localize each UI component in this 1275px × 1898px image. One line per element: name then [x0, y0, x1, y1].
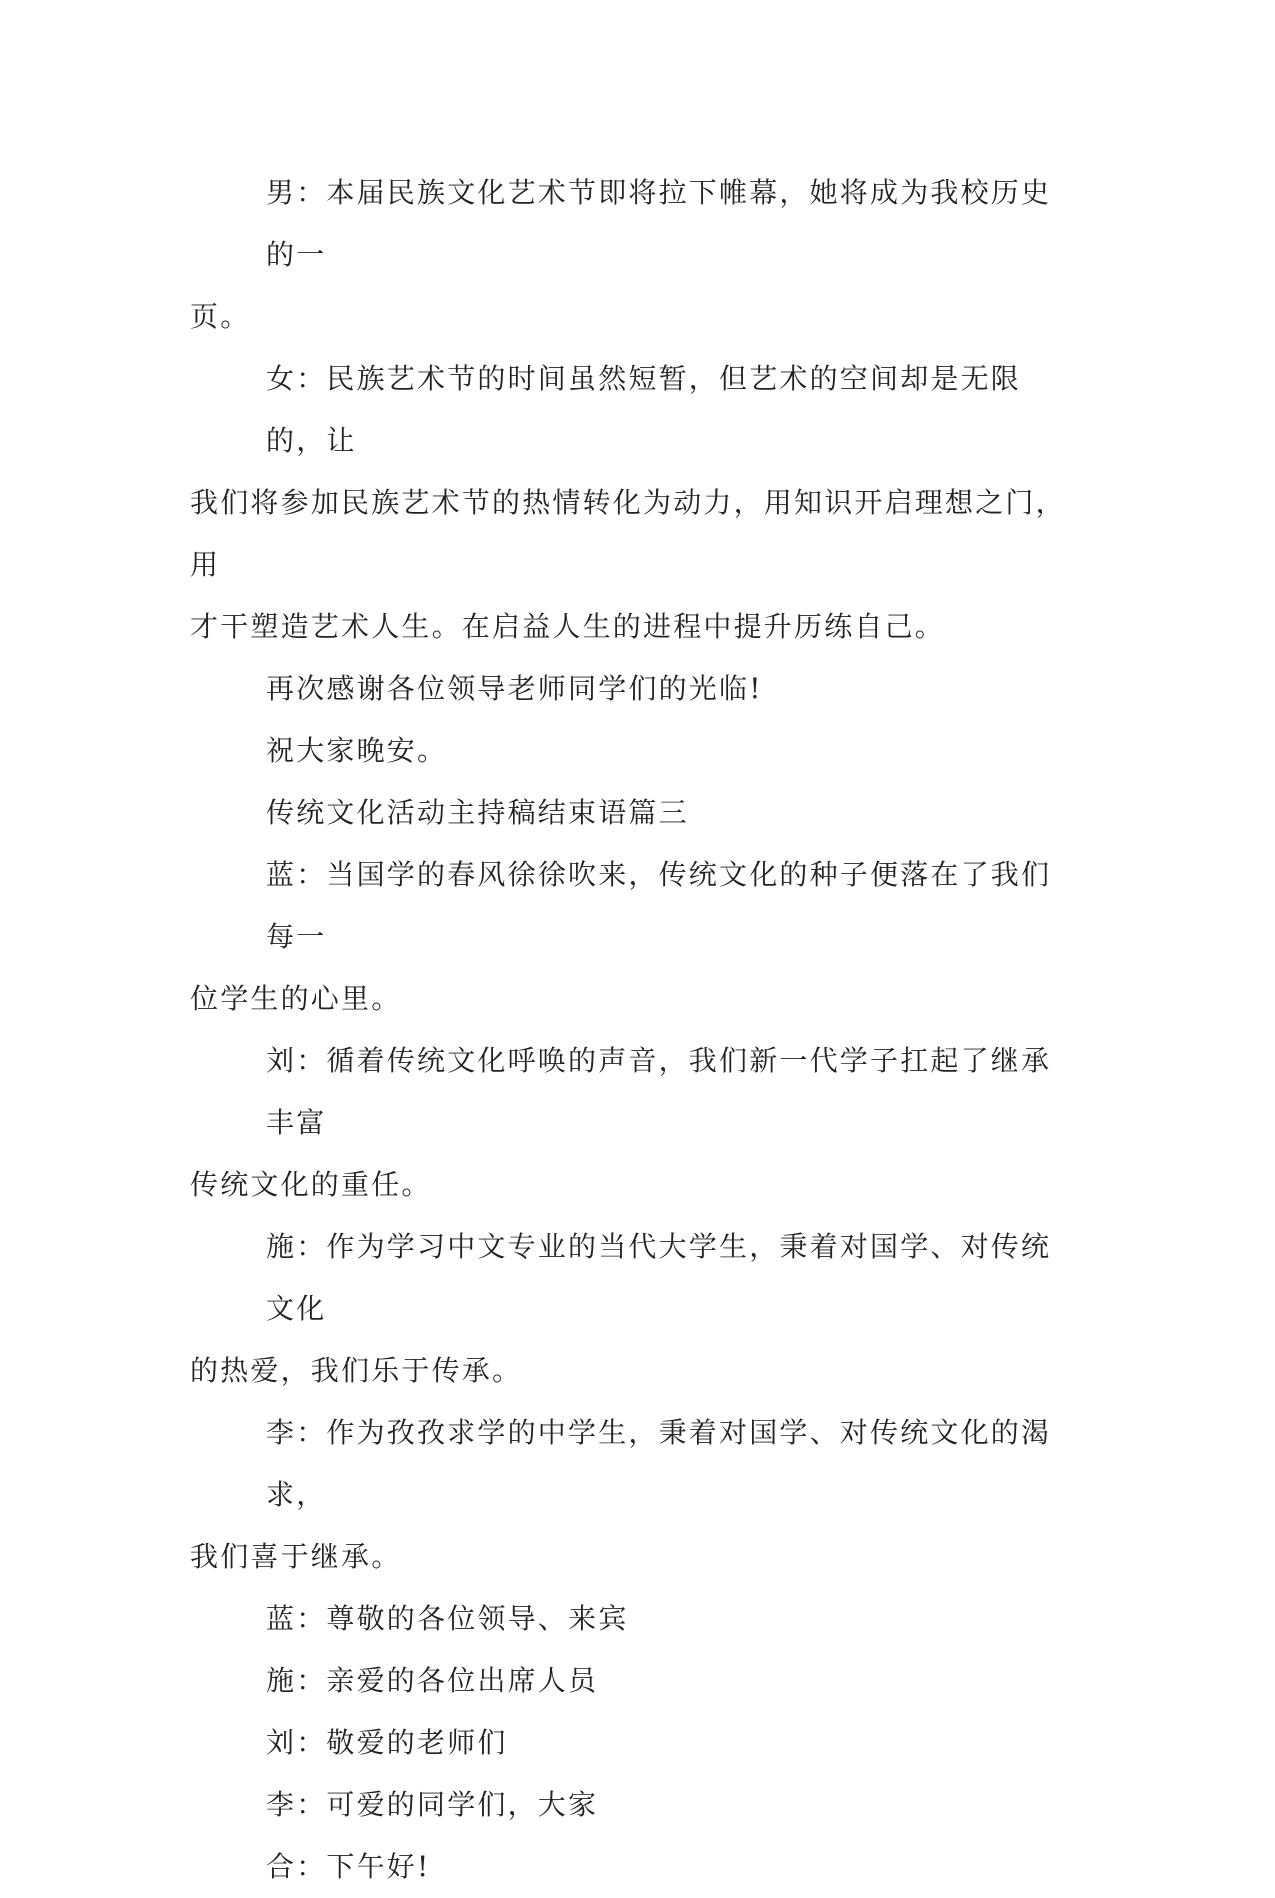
text-line: 传统文化的重任。 [190, 1168, 432, 1201]
text-line: 刘：循着传统文化呼唤的声音，我们新一代学子扛起了继承丰富 [266, 1044, 1052, 1139]
text-line: 施：作为学习中文专业的当代大学生，秉着对国学、对传统文化 [266, 1230, 1052, 1325]
paragraph [190, 1774, 1075, 1836]
text-line: 蓝：尊敬的各位领导、来宾 [266, 1602, 629, 1635]
paragraph [190, 1650, 1075, 1712]
text-line: 施：亲爱的各位出席人员 [266, 1664, 599, 1697]
text-line: 蓝：当国学的春风徐徐吹来，传统文化的种子便落在了我们每一 [266, 858, 1052, 953]
text-line: 我们将参加民族艺术节的热情转化为动力，用知识开启理想之门，用 [190, 486, 1066, 581]
paragraph [190, 348, 1075, 658]
text-line: 女：民族艺术节的时间虽然短暂，但艺术的空间却是无限的，让 [266, 362, 1022, 457]
section-heading [190, 782, 1075, 844]
text-line: 的热爱，我们乐于传承。 [190, 1354, 523, 1387]
paragraph [190, 1402, 1075, 1588]
paragraph [190, 1712, 1075, 1774]
paragraph [190, 1030, 1075, 1216]
text-line: 刘：敬爱的老师们 [266, 1726, 508, 1759]
text-line: 祝大家晚安。 [266, 734, 448, 767]
document-body [190, 162, 1075, 1898]
text-line: 李：作为孜孜求学的中学生，秉着对国学、对传统文化的渴求， [266, 1416, 1052, 1511]
paragraph [190, 1836, 1075, 1898]
paragraph [190, 844, 1075, 1030]
text-line: 合：下午好! [266, 1850, 431, 1883]
paragraph [190, 658, 1075, 720]
paragraph [190, 162, 1075, 348]
text-line: 李：可爱的同学们，大家 [266, 1788, 599, 1821]
text-line: 页。 [190, 300, 251, 333]
text-line: 传统文化活动主持稿结束语篇三 [266, 796, 689, 829]
text-line: 位学生的心里。 [190, 982, 402, 1015]
text-line: 我们喜于继承。 [190, 1540, 402, 1573]
paragraph [190, 1216, 1075, 1402]
text-line: 再次感谢各位领导老师同学们的光临! [266, 672, 763, 705]
paragraph [190, 720, 1075, 782]
text-line: 才干塑造艺术人生。在启益人生的进程中提升历练自己。 [190, 610, 946, 643]
text-line: 男：本届民族文化艺术节即将拉下帷幕，她将成为我校历史的一 [266, 176, 1052, 271]
paragraph [190, 1588, 1075, 1650]
